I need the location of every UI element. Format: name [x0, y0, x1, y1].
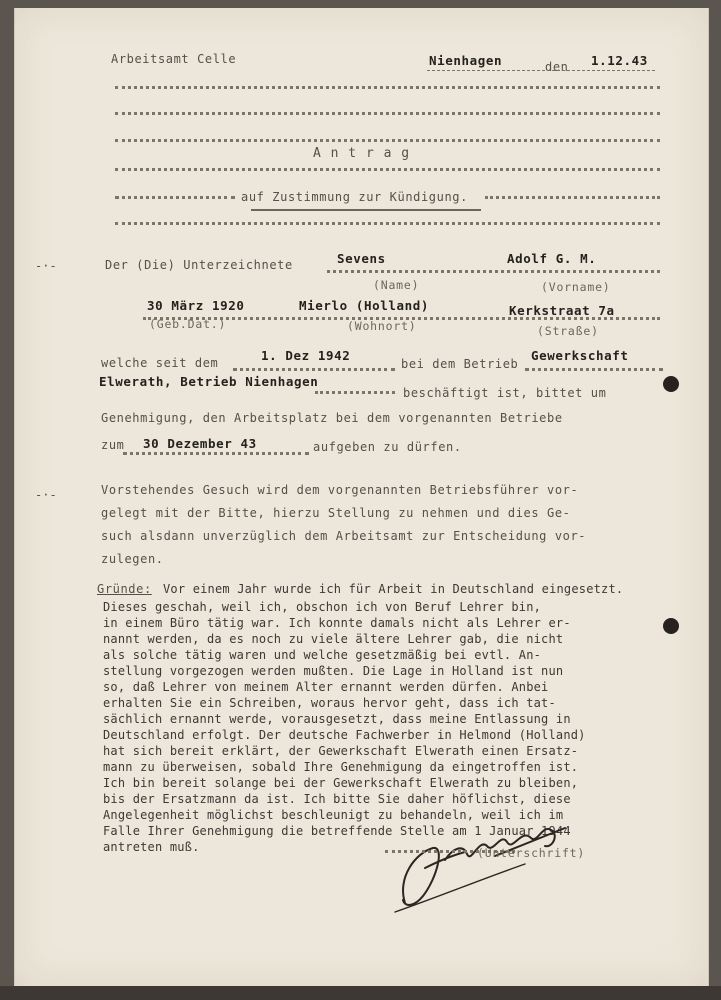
reasons-line: hat sich bereit erklärt, der Gewerkschaft Elwerath einen Ersatz- — [103, 744, 579, 758]
dotted-line — [233, 368, 395, 371]
reasons-line: sächlich ernannt werde, vorausgesetzt, dass meine Entlassung in — [103, 712, 571, 726]
birthdate-label: (Geb.Dat.) — [149, 317, 227, 331]
reasons-line: in einem Büro tätig war. Ich konnte damals nicht als Lehrer er- — [103, 616, 571, 630]
date-label: den — [545, 60, 569, 74]
dotted-line — [115, 222, 660, 225]
reasons-label: Gründe: — [97, 582, 152, 596]
dotted-line — [115, 139, 660, 142]
birthdate: 30 März 1920 — [147, 298, 245, 313]
reasons-line: Deutschland erfolgt. Der deutsche Fachwerber in Helmond (Holland) — [103, 728, 586, 742]
reasons-line: Ich bin bereit solange bei der Gewerkschaft Elwerath zu bleiben, — [103, 776, 579, 790]
note-line: zulegen. — [101, 552, 164, 566]
date: 1.12.43 — [591, 53, 648, 68]
reasons-line: stellung vorgezogen werden mußten. Die Lage in Holland ist nun — [103, 664, 564, 678]
since-value: 1. Dez 1942 — [261, 348, 351, 363]
reasons-line: bis der Ersatzmann da ist. Ich bitte Sie daher höflichst, diese — [103, 792, 571, 806]
reasons-line: antreten muß. — [103, 840, 200, 854]
firstname: Adolf G. M. — [507, 251, 597, 266]
text-line-3: Genehmigung, den Arbeitsplatz bei dem vorgenannten Betriebe — [101, 411, 563, 425]
reasons-line: nannt werden, da es noch zu viele ältere Lehrer gab, die nicht — [103, 632, 564, 646]
residence: Mierlo (Holland) — [299, 298, 430, 313]
dotted-line — [115, 196, 235, 199]
firstname-label: (Vorname) — [541, 280, 611, 294]
dotted-line — [115, 86, 660, 89]
form-title: A n t r a g — [313, 146, 411, 161]
reasons-line: als solche tätig waren und welche gesetzmäßig bei evtl. An- — [103, 648, 542, 662]
document-page — [14, 8, 709, 986]
note-line: such alsdann unverzüglich dem Arbeitsamt zur Entscheidung vor- — [101, 529, 587, 543]
note-line: Vorstehendes Gesuch wird dem vorgenannten Betriebsführer vor- — [101, 483, 579, 497]
reasons-first-line: Vor einem Jahr wurde ich für Arbeit in Deutschland eingesetzt. — [163, 582, 624, 596]
dotted-line — [315, 391, 395, 394]
until-value: 30 Dezember 43 — [143, 436, 257, 451]
residence-label: (Wohnort) — [347, 319, 417, 333]
margin-tick: -·- — [35, 488, 57, 502]
punch-hole — [663, 376, 679, 392]
reasons-line: Falle Ihrer Genehmigung die betreffende Stelle am 1 Januar 1944 — [103, 824, 571, 838]
company-value-line1: Gewerkschaft — [531, 348, 629, 363]
dotted-line — [123, 452, 309, 455]
office-name: Arbeitsamt Celle — [111, 52, 237, 66]
punch-hole — [663, 618, 679, 634]
intro-label: Der (Die) Unterzeichnete — [105, 258, 293, 272]
dotted-line — [115, 112, 660, 115]
reasons-line: mann zu überweisen, sobald Ihre Genehmigung da eingetroffen ist. — [103, 760, 579, 774]
header-rule — [427, 70, 655, 71]
since-label: welche seit dem — [101, 356, 219, 370]
reasons-line: erhalten Sie ein Schreiben, woraus hervor geht, dass ich tat- — [103, 696, 556, 710]
reasons-line: so, daß Lehrer von meinem Alter ernannt werden dürfen. Anbei — [103, 680, 549, 694]
margin-tick: -·- — [35, 259, 57, 273]
surname-label: (Name) — [373, 278, 420, 292]
company-label: bei dem Betrieb — [401, 357, 519, 371]
subtitle-underline — [251, 209, 481, 211]
text-after-company: beschäftigt ist, bittet um — [403, 386, 607, 400]
surname: Sevens — [337, 251, 386, 266]
until-suffix: aufgeben zu dürfen. — [313, 440, 462, 454]
form-subtitle: auf Zustimmung zur Kündigung. — [241, 190, 468, 204]
note-line: gelegt mit der Bitte, hierzu Stellung zu nehmen und dies Ge- — [101, 506, 571, 520]
dotted-line — [525, 368, 663, 371]
dotted-line — [327, 270, 660, 273]
place: Nienhagen — [429, 53, 503, 68]
until-label: zum — [101, 438, 125, 452]
handwritten-signature — [375, 808, 575, 918]
reasons-line: Dieses geschah, weil ich, obschon ich von Beruf Lehrer bin, — [103, 600, 542, 614]
company-value-line2: Elwerath, Betrieb Nienhagen — [99, 374, 319, 389]
dotted-line — [485, 196, 660, 199]
signature-label: (Unterschrift) — [477, 846, 586, 860]
scan-bottom-edge — [0, 986, 721, 1000]
street: Kerkstraat 7a — [509, 303, 615, 318]
dotted-line — [115, 168, 660, 171]
street-label: (Straße) — [537, 324, 599, 338]
reasons-line: Angelegenheit möglichst beschleunigt zu behandeln, weil ich im — [103, 808, 564, 822]
